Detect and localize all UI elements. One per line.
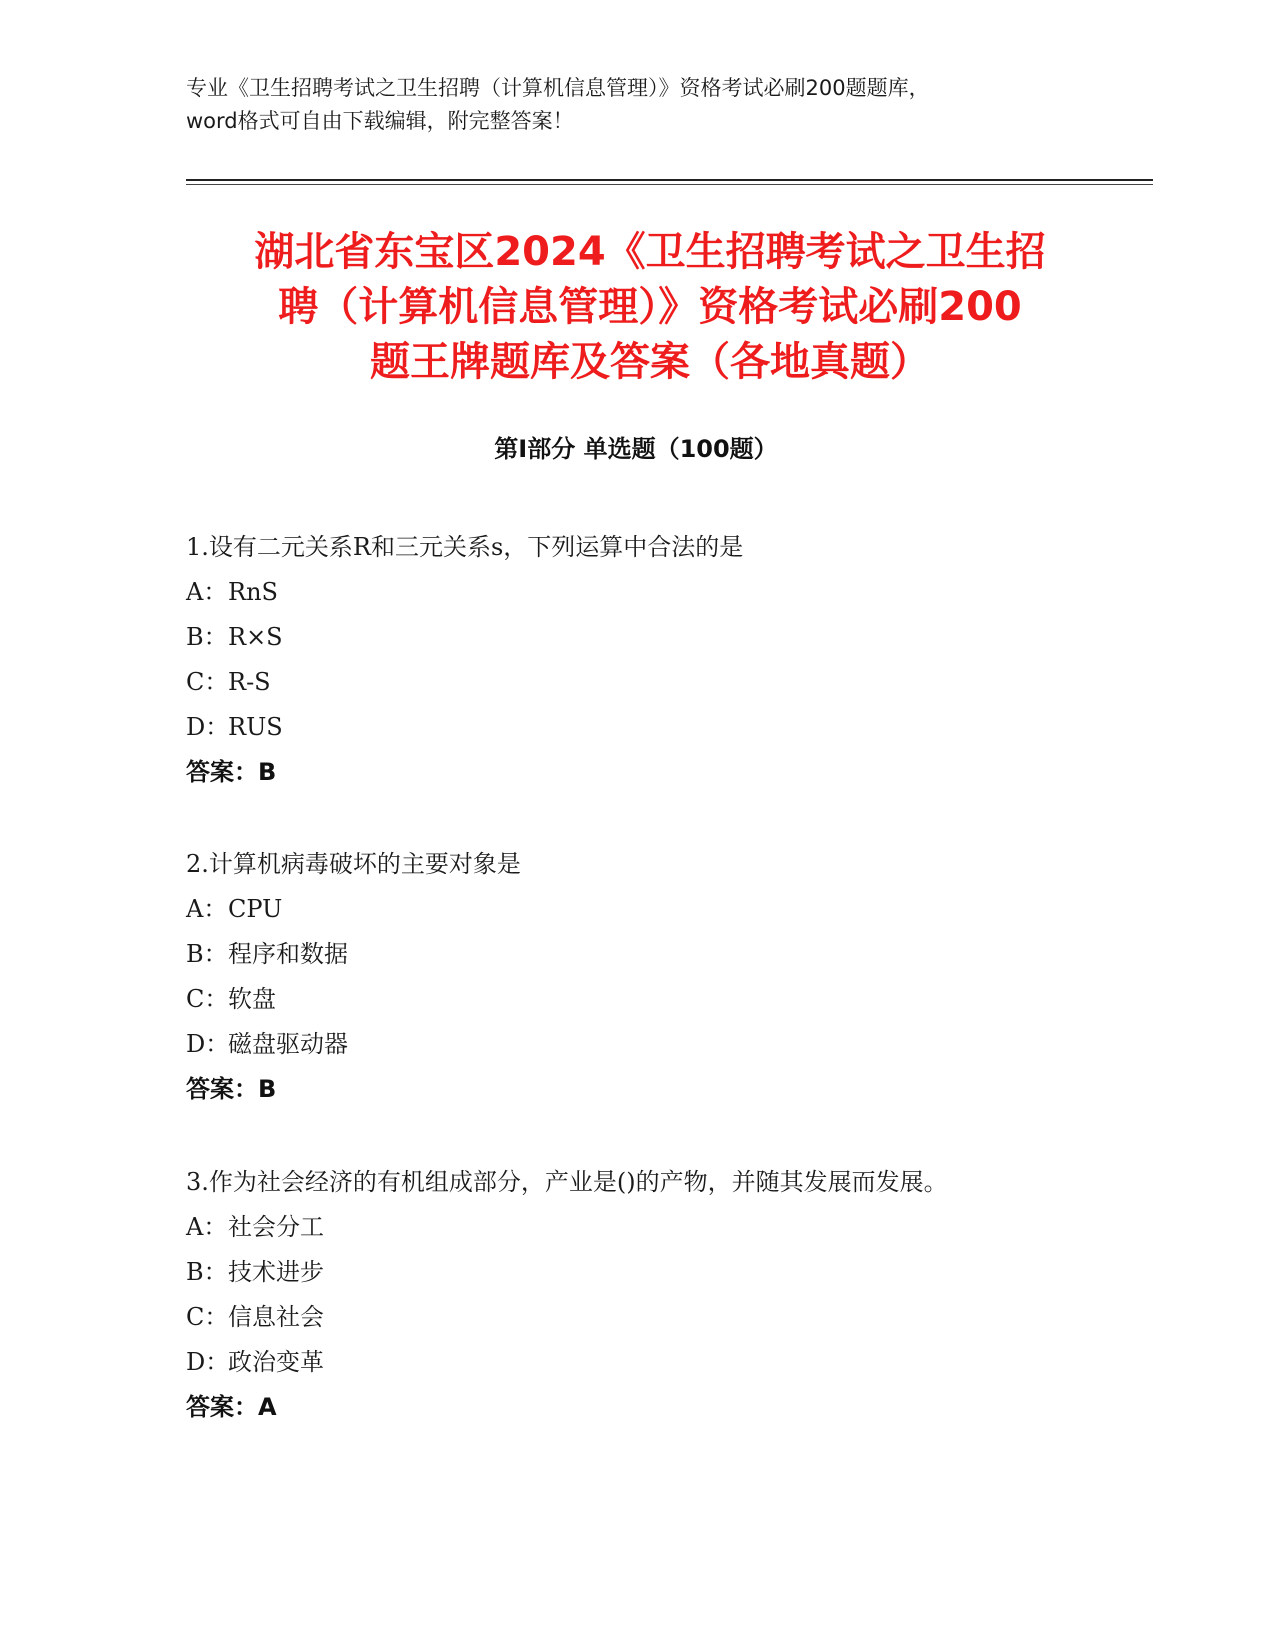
option-b [186, 1250, 1086, 1295]
option-text: R-S [228, 668, 271, 696]
option-letter: A： [186, 578, 228, 606]
question-stem: 2.计算机病毒破坏的主要对象是 [186, 850, 521, 878]
option-a [186, 887, 1086, 932]
option-text: CPU [228, 895, 283, 923]
option-b [186, 615, 1086, 660]
option-a [186, 570, 1086, 615]
header-note [186, 72, 1086, 138]
question-stem: 1.设有二元关系R和三元关系s，下列运算中合法的是 [186, 533, 744, 561]
option-letter: A： [186, 1213, 228, 1241]
option-letter: C： [186, 1303, 229, 1331]
option-b [186, 932, 1086, 977]
option-letter: D： [186, 1348, 230, 1376]
option-c [186, 977, 1086, 1022]
option-text: R×S [228, 623, 283, 651]
option-a [186, 1205, 1086, 1250]
option-letter: A： [186, 895, 228, 923]
option-text: 政治变革 [228, 1348, 324, 1376]
question-stem: 3.作为社会经济的有机组成部分，产业是()的产物，并随其发展而发展。 [186, 1168, 948, 1196]
option-d [186, 705, 1086, 750]
option-letter: D： [186, 1030, 230, 1058]
option-text: RnS [228, 578, 278, 606]
option-text: 软盘 [228, 985, 276, 1013]
option-c [186, 1295, 1086, 1340]
header-note-line-2: word格式可自由下载编辑，附完整答案！ [186, 109, 574, 133]
option-letter: B： [186, 940, 228, 968]
option-letter: C： [186, 668, 229, 696]
option-text: RUS [228, 713, 283, 741]
question-3 [186, 1160, 1086, 1430]
answer-line: 答案：B [186, 758, 277, 786]
title-line-3: 题王牌题库及答案（各地真题） [370, 339, 930, 385]
title-line-1: 湖北省东宝区2024《卫生招聘考试之卫生招 [254, 229, 1046, 275]
header-note-line-1: 专业《卫生招聘考试之卫生招聘（计算机信息管理）》资格考试必刷200题题库， [186, 76, 930, 100]
option-text: 社会分工 [228, 1213, 324, 1241]
option-d [186, 1340, 1086, 1385]
option-text: 程序和数据 [228, 940, 348, 968]
header-divider-thin [186, 184, 1153, 185]
option-letter: B： [186, 623, 228, 651]
title-line-2: 聘（计算机信息管理）》资格考试必刷200 [278, 284, 1022, 330]
option-letter: D： [186, 713, 230, 741]
option-text: 磁盘驱动器 [228, 1030, 348, 1058]
option-letter: B： [186, 1258, 228, 1286]
document-title [180, 225, 1120, 390]
option-text: 技术进步 [228, 1258, 324, 1286]
question-2 [186, 842, 1086, 1112]
question-1 [186, 525, 1086, 795]
section-title: 第Ⅰ部分 单选题（100题） [494, 435, 778, 463]
option-d [186, 1022, 1086, 1067]
header-divider-thick [186, 179, 1153, 181]
answer-line: 答案：A [186, 1393, 277, 1421]
option-letter: C： [186, 985, 229, 1013]
answer-line: 答案：B [186, 1075, 277, 1103]
option-c [186, 660, 1086, 705]
option-text: 信息社会 [228, 1303, 324, 1331]
